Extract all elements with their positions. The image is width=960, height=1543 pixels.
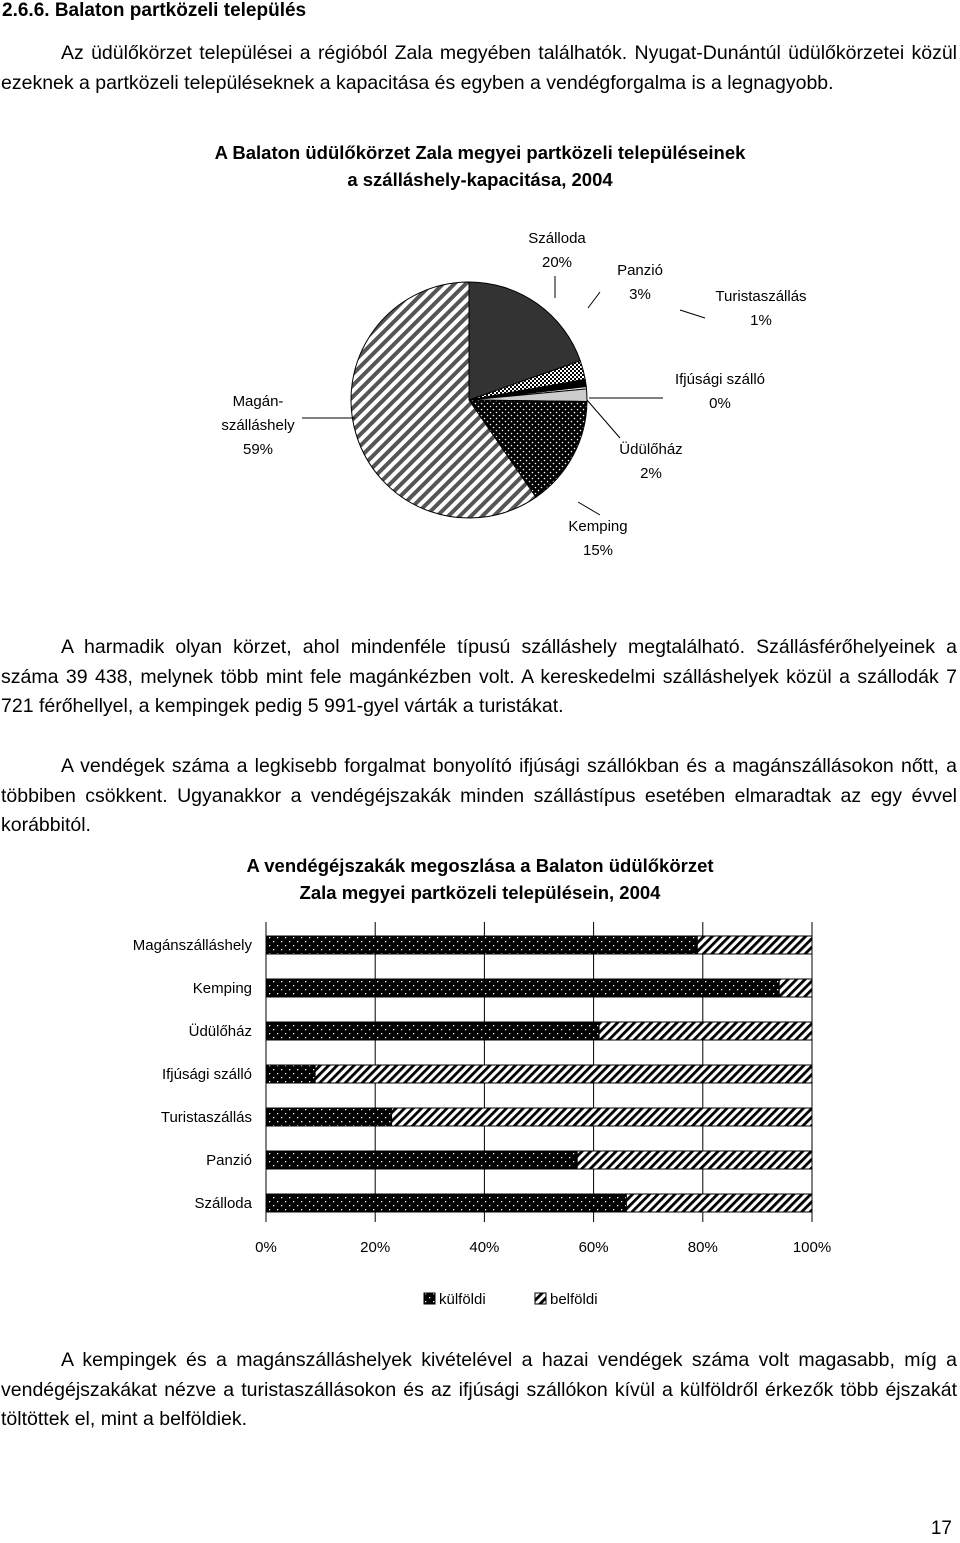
category-label-udulohaz: Üdülőház: [188, 1023, 252, 1040]
closing-paragraph: [1, 1346, 957, 1435]
bar-kulfoldi-maganszallashely: [266, 936, 697, 954]
bar-belfoldi-szalloda: [626, 1194, 812, 1212]
section-heading: 2.6.6. Balaton partközeli település: [2, 0, 307, 21]
bar-belfoldi-maganszallashely: [697, 936, 812, 954]
bar-belfoldi-ifjusagi-szallo: [315, 1065, 812, 1083]
pie-pct-ifjusagi: 0%: [709, 395, 731, 412]
pie-label-kemping: Kemping: [568, 518, 628, 535]
bar-belfoldi-kemping: [779, 979, 812, 997]
bar-chart-title-line2: Zala megyei partközeli településein, 2004: [299, 882, 661, 903]
middle-paragraph-2-text: A vendégek száma a legkisebb forgalmat bonyolító ifjúsági szállókban és a magánszállásokon nőtt, a többiben csökkent. Ugyanakkor a vendégéjszakák minden szállástípus esetében elmaradtak az egy évvel korábbitól.: [1, 755, 957, 836]
pie-label-magan-line2: szálláshely: [221, 417, 295, 434]
bar-category-labels: [133, 937, 253, 1212]
pie-label-turistaszallas: Turistaszállás: [715, 288, 807, 305]
category-label-szalloda: Szálloda: [194, 1195, 252, 1212]
legend-label-kulfoldi: külföldi: [439, 1291, 486, 1308]
bar-rects: [266, 936, 812, 1212]
bar-belfoldi-panzio: [577, 1151, 812, 1169]
pie-chart: [0, 0, 960, 600]
bar-belfoldi-udulohaz: [599, 1022, 812, 1040]
x-tick-label: 40%: [469, 1239, 500, 1256]
bar-chart-title: [0, 852, 960, 906]
category-label-kemping: Kemping: [192, 980, 252, 997]
x-tick-label: 60%: [578, 1239, 609, 1256]
bar-kulfoldi-kemping: [266, 979, 779, 997]
pie-pct-magan: 59%: [242, 441, 274, 458]
closing-paragraph-text: A kempingek és a magánszálláshelyek kivételével a hazai vendégek száma volt magasabb, míg a vendégéjszakákat nézve a turistaszállásokon és az ifjúsági szállókon kívül a külföldről érkezők több éjszakát töltöttek el, mint a belföldiek.: [1, 1349, 957, 1430]
pie-label-udulohaz: Üdülőház: [619, 441, 683, 458]
legend-swatch-belfoldi: [535, 1293, 546, 1304]
middle-paragraph-1: [1, 633, 957, 722]
bar-belfoldi-turistaszallas: [392, 1108, 812, 1126]
pie-label-szalloda: Szálloda: [528, 230, 586, 247]
bar-x-ticks: [255, 1239, 831, 1256]
pie-chart-title-line2: a szálláshely-kapacitása, 2004: [347, 169, 613, 190]
pie-slices: [351, 282, 587, 518]
pie-pct-szalloda: 20%: [541, 254, 573, 271]
x-tick-label: 100%: [792, 1239, 832, 1256]
bar-kulfoldi-turistaszallas: [266, 1108, 392, 1126]
middle-paragraph-1-text: A harmadik olyan körzet, ahol mindenféle típusú szálláshely megtalálható. Szállásférőhelyeinek a száma 39 438, melynek több mint fele magánkézben volt. A kereskedelmi szálláshelyek közül a szállodák 7 721 férőhellyel, a kempingek pedig 5 991-gyel várták a turistákat.: [1, 636, 957, 717]
legend-swatch-kulfoldi: [424, 1293, 435, 1304]
pie-label-magan-line1: Magán-: [232, 393, 284, 410]
x-tick-label: 80%: [687, 1239, 718, 1256]
pie-label-ifjusagi: Ifjúsági szálló: [674, 371, 766, 388]
category-label-panzio: Panzió: [206, 1152, 252, 1169]
pie-label-panzio: Panzió: [617, 262, 663, 279]
bar-legend: [424, 1291, 598, 1308]
category-label-maganszallashely: Magánszálláshely: [132, 937, 252, 954]
middle-paragraph-2: [1, 752, 957, 841]
pie-pct-panzio: 3%: [629, 286, 651, 303]
page-number: 17: [930, 1518, 952, 1539]
intro-paragraph-text: Az üdülőkörzet települései a régióból Zala megyében találhatók. Nyugat-Dunántúl üdülőkörzetei közül ezeknek a partközeli településeknek a kapacitása és egyben a vendégforgalma is a legnagyobb.: [1, 42, 957, 94]
bar-chart-title-line1: A vendégéjszakák megoszlása a Balaton üdülőkörzet: [246, 855, 714, 876]
bar-kulfoldi-ifjusagi-szallo: [266, 1065, 315, 1083]
pie-pct-turistaszallas: 1%: [750, 312, 772, 329]
bar-kulfoldi-udulohaz: [266, 1022, 599, 1040]
pie-pct-udulohaz: 2%: [640, 465, 662, 482]
bar-kulfoldi-panzio: [266, 1151, 577, 1169]
x-tick-label: 20%: [360, 1239, 391, 1256]
category-label-turistaszallas: Turistaszállás: [160, 1109, 252, 1126]
bar-kulfoldi-szalloda: [266, 1194, 626, 1212]
pie-pct-kemping: 15%: [582, 542, 614, 559]
category-label-ifjusagi-szallo: Ifjúsági szálló: [161, 1066, 252, 1083]
legend-label-belfoldi: belföldi: [550, 1291, 598, 1308]
x-tick-label: 0%: [255, 1239, 277, 1256]
bar-chart: [0, 900, 960, 1320]
pie-chart-title-line1: A Balaton üdülőkörzet Zala megyei partközeli településeinek: [214, 142, 746, 163]
